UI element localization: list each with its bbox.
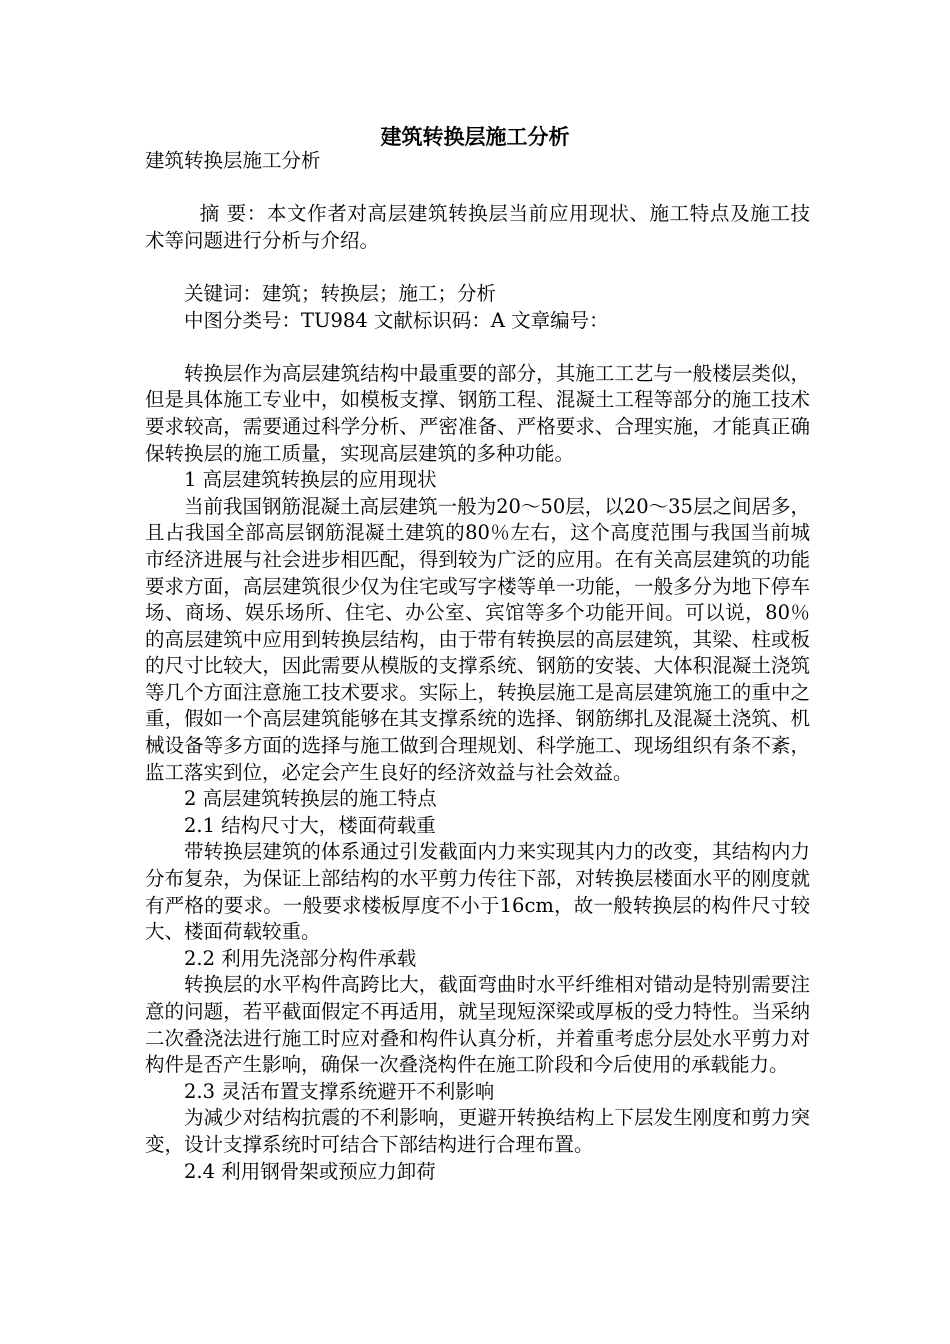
classification: 中图分类号：TU984 文献标识码：A 文章编号： [184,308,609,332]
subsection-heading: 2.1 结构尺寸大，楼面荷载重 [184,813,436,837]
paragraph: 为减少对结构抗震的不利影响，更避开转换结构上下层发生刚度和剪力突变，设计支撑系统时可结合下部结构进行合理布置。 [145,1106,810,1156]
document-subtitle: 建筑转换层施工分析 [145,149,321,172]
subsection-heading: 2.2 利用先浇部分构件承载 [184,946,417,970]
section-heading: 1 高层建筑转换层的应用现状 [184,468,437,492]
paragraph: 带转换层建筑的体系通过引发截面内力来实现其内力的改变，其结构内力分布复杂，为保证上部结构的水平剪力传往下部，对转换层楼面水平的刚度就有严格的要求。一般要求楼板厚度不小于16cm，故一般转换层的构件尺寸较大、楼面荷载较重。 [145,840,810,944]
keywords: 关键词：建筑；转换层；施工；分析 [184,281,497,305]
subsection-heading: 2.4 利用钢骨架或预应力卸荷 [184,1159,436,1183]
paragraph: 当前我国钢筋混凝土高层建筑一般为20～50层，以20～35层之间居多，且占我国全部高层钢筋混凝土建筑的80％左右，这个高度范围与我国当前城市经济进展与社会进步相匹配，得到较为广泛的应用。在有关高层建筑的功能要求方面，高层建筑很少仅为住宅或写字楼等单一功能，一般多分为地下停车场、商场、娱乐场所、住宅、办公室、宾馆等多个功能开间。可以说，80％ 的高层建筑中应用到转换层结构，由于带有转换层的高层建筑，其梁、柱或板的尺寸比较大，因此需要从模版的支撑系统、钢筋的安装、大体积混凝土浇筑等几个方面注意施工技术要求。实际上，转换层施工是高层建筑施工的重中之重，假如一个高层建筑能够在其支撑系统的选择、钢筋绑扎及混凝土浇筑、机械设备等多方面的选择与施工做到合理规划、科学施工、现场组织有条不紊，监工落实到位，必定会产生良好的经济效益与社会效益。 [145,494,810,784]
subsection-heading: 2.3 灵活布置支撑系统避开不利影响 [184,1079,495,1103]
paragraph: 转换层作为高层建筑结构中最重要的部分，其施工工艺与一般楼层类似，但是具体施工专业中，如模板支撑、钢筋工程、混凝土工程等部分的施工技术要求较高，需要通过科学分析、严密准备、严格要求、合理实施，才能真正确保转换层的施工质量，实现高层建筑的多种功能。 [145,361,810,465]
section-heading: 2 高层建筑转换层的施工特点 [184,787,437,811]
abstract: 摘 要：本文作者对高层建筑转换层当前应用现状、施工特点及施工技术等问题进行分析与介绍。 [145,202,810,252]
document-title: 建筑转换层施工分析 [380,124,570,149]
document-body [145,148,810,1185]
paragraph: 转换层的水平构件高跨比大，截面弯曲时水平纤维相对错动是特别需要注意的问题，若平截面假定不再适用，就呈现短深梁或厚板的受力特性。当采纳二次叠浇法进行施工时应对叠和构件认真分析，并着重考虑分层处水平剪力对构件是否产生影响，确保一次叠浇构件在施工阶段和今后使用的承载能力。 [145,973,810,1077]
